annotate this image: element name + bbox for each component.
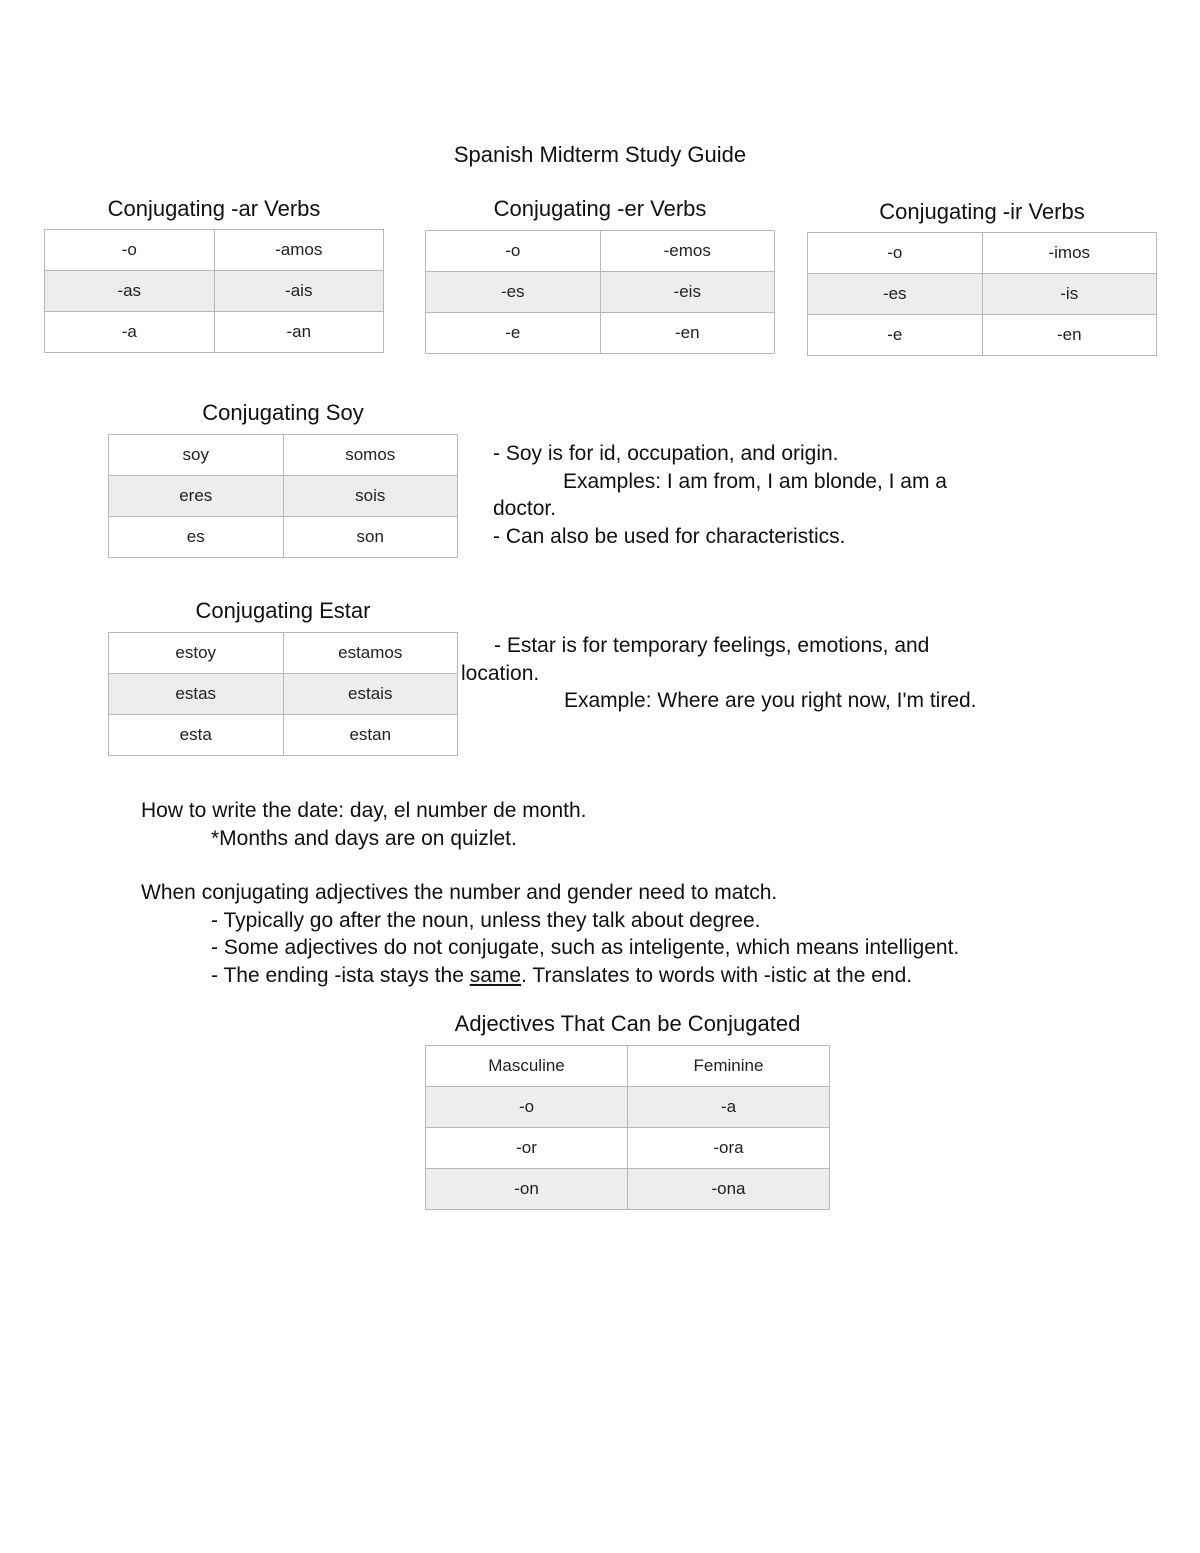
table-row: [45, 312, 384, 353]
soy-note-line: doctor.: [493, 497, 557, 520]
er-table-caption: Conjugating -er Verbs: [493, 196, 707, 221]
table-row: [808, 315, 1157, 356]
table-cell: -ais: [214, 271, 384, 312]
estar-note-line: - Estar is for temporary feelings, emotions, and: [494, 634, 930, 657]
table-row: [426, 231, 775, 272]
table-cell: -en: [982, 315, 1157, 356]
table-row: [426, 272, 775, 313]
table-row: [109, 517, 458, 558]
adjective-notes: [141, 879, 959, 989]
table-row: [109, 476, 458, 517]
adjective-note-bullet: - Typically go after the noun, unless they talk about degree.: [211, 908, 761, 932]
soy-note-line: Examples: I am from, I am blonde, I am a: [563, 469, 947, 493]
table-cell: -o: [426, 1087, 628, 1128]
table-cell: -emos: [600, 231, 775, 272]
underlined-word: same: [469, 963, 522, 987]
table-cell: -as: [45, 271, 215, 312]
table-cell: -imos: [982, 233, 1157, 274]
table-cell: -amos: [214, 230, 384, 271]
bullet-text: - The ending -ista stays the: [211, 963, 470, 987]
soy-note-line: - Can also be used for characteristics.: [493, 524, 846, 548]
table-row: [808, 274, 1157, 315]
table-cell: -ora: [628, 1128, 830, 1169]
table-header-row: [426, 1046, 830, 1087]
bullet-text: . Translates to words with -istic at the end.: [521, 963, 913, 987]
soy-notes: [493, 440, 947, 550]
table-row: [426, 1128, 830, 1169]
table-row: [808, 233, 1157, 274]
table-cell: -or: [426, 1128, 628, 1169]
table-cell: -a: [628, 1087, 830, 1128]
ir-table-caption: Conjugating -ir Verbs: [879, 199, 1085, 224]
table-row: [426, 1169, 830, 1210]
er-conjugation-table: [425, 230, 775, 354]
table-cell: -es: [426, 272, 601, 313]
table-cell: estan: [283, 715, 458, 756]
table-row: [109, 435, 458, 476]
table-cell: somos: [283, 435, 458, 476]
table-cell: -on: [426, 1169, 628, 1210]
table-row: [109, 715, 458, 756]
table-row: [45, 230, 384, 271]
column-header: Masculine: [426, 1046, 628, 1087]
ir-conjugation-table: [807, 232, 1157, 356]
table-cell: -eis: [600, 272, 775, 313]
ar-table-caption: Conjugating -ar Verbs: [107, 196, 321, 221]
adjective-table-caption: Adjectives That Can be Conjugated: [454, 1011, 801, 1036]
table-row: [109, 633, 458, 674]
table-cell: estais: [283, 674, 458, 715]
adjective-table: [425, 1045, 830, 1210]
soy-conjugation-table: [108, 434, 458, 558]
table-row: [45, 271, 384, 312]
table-row: [109, 674, 458, 715]
table-cell: -is: [982, 274, 1157, 315]
table-cell: -e: [426, 313, 601, 354]
table-row: [426, 1087, 830, 1128]
estar-table-caption: Conjugating Estar: [195, 598, 371, 623]
estar-note-line: location.: [461, 661, 540, 685]
table-cell: estas: [109, 674, 284, 715]
table-cell: es: [109, 517, 284, 558]
table-cell: -an: [214, 312, 384, 353]
column-header: Feminine: [628, 1046, 830, 1087]
table-cell: estoy: [109, 633, 284, 674]
table-cell: -e: [808, 315, 983, 356]
table-cell: esta: [109, 715, 284, 756]
adjective-note-bullet: [141, 962, 959, 990]
table-cell: -o: [808, 233, 983, 274]
adjective-note-bullet: - Some adjectives do not conjugate, such as inteligente, which means intelligent.: [211, 936, 960, 959]
estar-conjugation-table: [108, 632, 458, 756]
ar-conjugation-table: [44, 229, 384, 353]
date-note-line: *Months and days are on quizlet.: [211, 826, 517, 850]
table-cell: -es: [808, 274, 983, 315]
table-cell: -a: [45, 312, 215, 353]
date-note-line: How to write the date: day, el number de month.: [141, 799, 587, 822]
table-cell: -ona: [628, 1169, 830, 1210]
table-cell: -o: [426, 231, 601, 272]
table-cell: -en: [600, 313, 775, 354]
date-notes: [141, 797, 587, 852]
table-row: [426, 313, 775, 354]
table-cell: estamos: [283, 633, 458, 674]
soy-note-line: - Soy is for id, occupation, and origin.: [493, 442, 839, 465]
adjective-note-intro: When conjugating adjectives the number and gender need to match.: [141, 881, 778, 904]
table-cell: son: [283, 517, 458, 558]
table-cell: sois: [283, 476, 458, 517]
estar-note-line: Example: Where are you right now, I'm tired.: [564, 689, 977, 712]
soy-table-caption: Conjugating Soy: [202, 400, 364, 425]
table-cell: soy: [109, 435, 284, 476]
page-title: Spanish Midterm Study Guide: [453, 142, 747, 167]
table-cell: eres: [109, 476, 284, 517]
estar-notes: [461, 632, 977, 715]
table-cell: -o: [45, 230, 215, 271]
